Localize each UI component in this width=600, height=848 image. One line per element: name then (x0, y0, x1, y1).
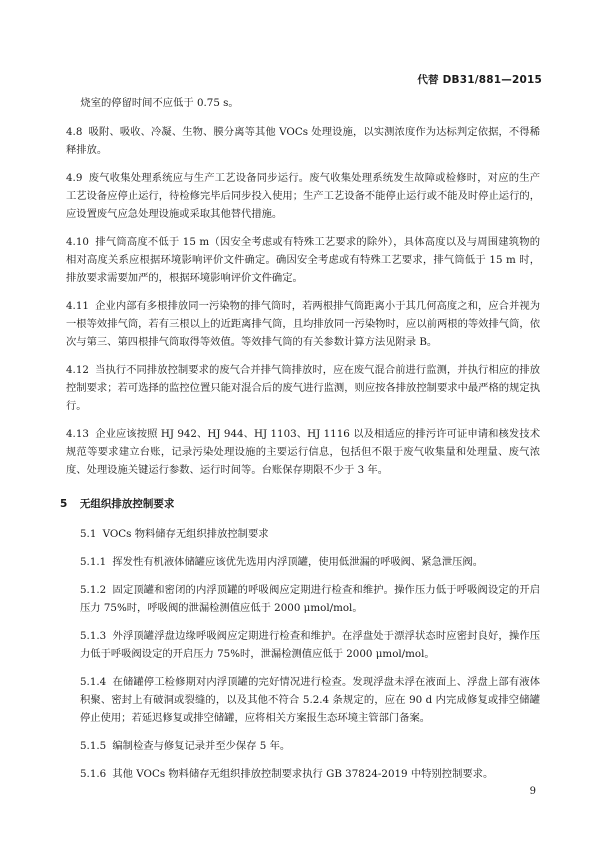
continued-paragraph: 烧室的停留时间不应低于 0.75 s。 (80, 97, 239, 109)
section-heading (60, 495, 540, 513)
clause-4-8 (66, 123, 540, 159)
clause-5-1-3 (66, 627, 540, 663)
clause-text: 其他 VOCs 物料储存无组织排放控制要求执行 GB 37824-2019 中特别控制要求。 (112, 768, 494, 780)
clause-number: 5.1.2 (80, 584, 107, 596)
clause-text: 当执行不同排放控制要求的废气合并排气筒排放时，应在废气混合前进行监测，并执行相应的排放控制要求；若可选择的监控位置只能对混合后的废气进行监测，则应按各排放控制要求中最严格的规定执行。 (66, 364, 540, 412)
clause-number: 5.1.6 (80, 768, 107, 780)
clause-text: 挥发性有机液体储罐应该优先选用内浮顶罐，使用低泄漏的呼吸阀、紧急泄压阀。 (112, 556, 484, 568)
section-title: 无组织排放控制要求 (79, 498, 175, 510)
clause-5-1-2 (66, 581, 540, 617)
document-code-header: 代替 DB31/881—2015 (417, 74, 542, 86)
clause-number: 5.1.5 (80, 740, 107, 752)
clause-number: 4.9 (66, 172, 83, 184)
page-number: 9 (529, 786, 536, 797)
clause-4-12 (66, 361, 540, 415)
subsection-5-1 (66, 525, 540, 543)
clause-5-1-1 (66, 553, 540, 571)
clause-number: 4.8 (66, 126, 83, 138)
clause-text: 企业内部有多根排放同一污染物的排气筒时，若两根排气筒距离小于其几何高度之和，应合并视为一根等效排气筒，若有三根以上的近距离排气筒，且均排放同一污染物时，应以前两根的等效排气筒，依次与第三、第四根排气筒取得等效值。等效排气筒的有关参数计算方法见附录 B。 (66, 300, 540, 348)
clause-text: 编制检查与修复记录并至少保存 5 年。 (112, 740, 291, 752)
clause-5-1-6 (66, 765, 540, 783)
clause-4-11 (66, 297, 540, 351)
clause-number: 5.1.3 (80, 630, 107, 642)
clause-number: 4.12 (66, 364, 89, 376)
section-number: 5 (60, 498, 68, 510)
page-body (60, 94, 540, 793)
subsection-text: VOCs 物料储存无组织排放控制要求 (102, 528, 269, 540)
clause-text: 吸附、吸收、冷凝、生物、膜分离等其他 VOCs 处理设施，以实测浓度作为达标判定依据，不得稀释排放。 (66, 126, 540, 156)
clause-number: 5.1.1 (80, 556, 107, 568)
clause-number: 4.11 (66, 300, 89, 312)
clause-4-13 (66, 425, 540, 479)
clause-text: 排气筒高度不低于 15 m（因安全考虑或有特殊工艺要求的除外），具体高度以及与周围建筑物的相对高度关系应根据环境影响评价文件确定。确因安全考虑或有特殊工艺要求，排气筒低于 15 m 时，排放要求需要加严的，根据环境影响评价文件确定。 (66, 236, 540, 284)
clause-number: 5.1.4 (80, 676, 107, 688)
clause-4-9 (66, 169, 540, 223)
clause-5-1-5 (66, 737, 540, 755)
subsection-number: 5.1 (80, 528, 97, 540)
clause-text: 固定顶罐和密闭的内浮顶罐的呼吸阀应定期进行检查和维护。操作压力低于呼吸阀设定的开启压力 75%时，呼吸阀的泄漏检测值应低于 2000 μmol/mol。 (80, 584, 540, 614)
clause-text: 在储罐停工检修期对内浮顶罐的完好情况进行检查。发现浮盘未浮在液面上、浮盘上部有液体积聚、密封上有破洞或裂缝的，以及其他不符合 5.2.4 条规定的，应在 90 d 内完成修复或排空储罐停止使用；若延迟修复或排空储罐，应将相关方案报生态环境主管部门备案。 (80, 676, 540, 724)
clause-number: 4.13 (66, 428, 89, 440)
clause-text: 废气收集处理系统应与生产工艺设备同步运行。废气收集处理系统发生故障或检修时，对应的生产工艺设备应停止运行，待检修完毕后同步投入使用；生产工艺设备不能停止运行或不能及时停止运行的，应设置废气应急处理设施或采取其他替代措施。 (66, 172, 540, 220)
clause-5-1-4 (66, 673, 540, 727)
clause-text: 企业应该按照 HJ 942、HJ 944、HJ 1103、HJ 1116 以及相适应的排污许可证申请和核发技术规范等要求建立台账，记录污染处理设施的主要运行信息，包括但不限于废气收集量和处理量、废气浓度、处理设施关键运行参数、运行时间等。台账保存期限不少于 3 年。 (66, 428, 540, 476)
clause-number: 4.10 (66, 236, 89, 248)
clause-4-10 (66, 233, 540, 287)
clause-text: 外浮顶罐浮盘边缘呼吸阀应定期进行检查和维护。在浮盘处于漂浮状态时应密封良好，操作压力低于呼吸阀设定的开启压力 75%时，泄漏检测值应低于 2000 μmol/mol。 (80, 630, 540, 660)
